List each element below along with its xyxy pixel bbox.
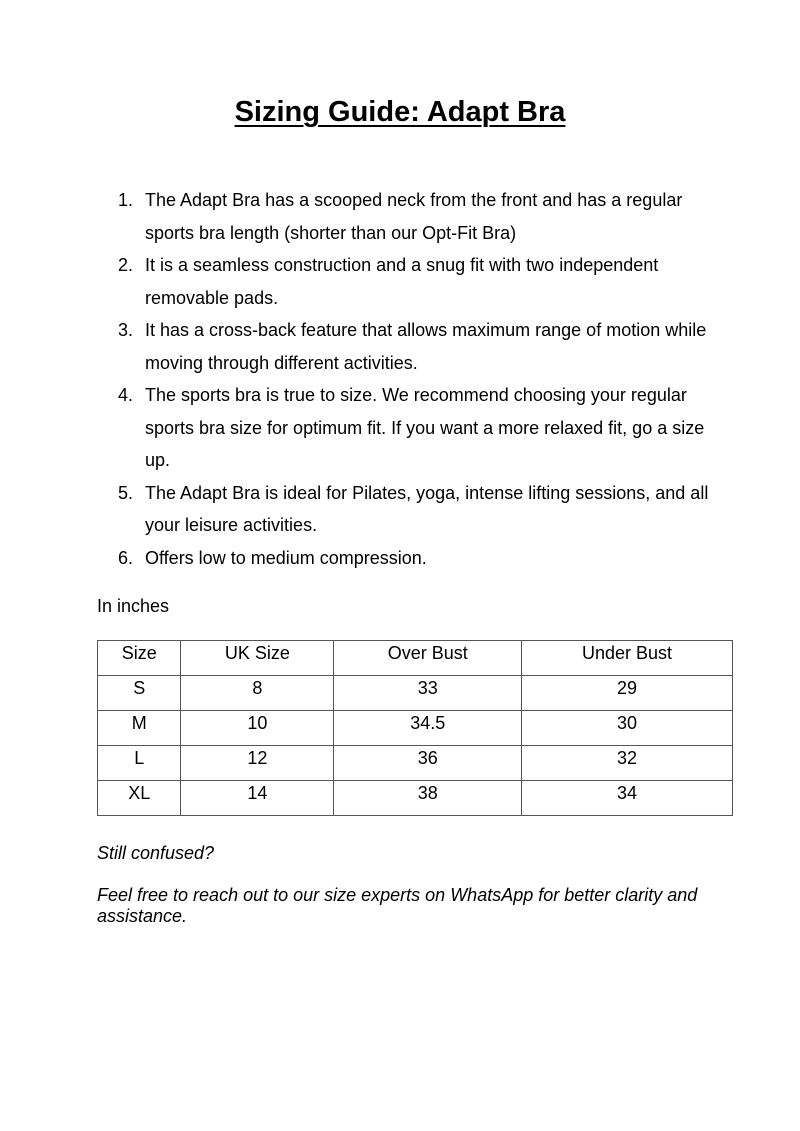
table-cell: 34.5 bbox=[334, 711, 522, 746]
item-text: The sports bra is true to size. We recommend choosing your regular sports bra size for optimum fit. If you want a more relaxed fit, go a size up. bbox=[145, 385, 705, 470]
column-header: UK Size bbox=[181, 641, 334, 676]
item-number: 2. bbox=[118, 255, 134, 275]
item-text: The Adapt Bra is ideal for Pilates, yoga, intense lifting sessions, and all your leisure activities. bbox=[145, 482, 709, 535]
column-header: Under Bust bbox=[522, 641, 733, 676]
column-header: Over Bust bbox=[334, 641, 522, 676]
table-cell: 30 bbox=[522, 711, 733, 746]
item-number: 4. bbox=[118, 385, 134, 405]
table-cell: 12 bbox=[181, 746, 334, 781]
item-text: It is a seamless construction and a snug fit with two independent removable pads. bbox=[145, 255, 659, 308]
table-cell: 33 bbox=[334, 676, 522, 711]
table-cell: 32 bbox=[522, 746, 733, 781]
item-number: 6. bbox=[118, 547, 134, 568]
page-title: Sizing Guide: Adapt Bra bbox=[234, 96, 566, 128]
feature-item bbox=[118, 314, 718, 379]
item-text: Offers low to medium compression. bbox=[145, 547, 427, 568]
table-row bbox=[98, 781, 733, 816]
table-cell: XL bbox=[98, 781, 181, 816]
feature-item bbox=[118, 249, 718, 314]
table-row bbox=[98, 676, 733, 711]
feature-item bbox=[118, 542, 718, 575]
item-number: 3. bbox=[118, 320, 134, 340]
table-row bbox=[98, 711, 733, 746]
units-label: In inches bbox=[97, 596, 170, 616]
feature-list bbox=[118, 184, 718, 574]
table-cell: 38 bbox=[334, 781, 522, 816]
table-header-row bbox=[98, 641, 733, 676]
table-row bbox=[98, 746, 733, 781]
table-cell: 34 bbox=[522, 781, 733, 816]
table-cell: 8 bbox=[181, 676, 334, 711]
item-number: 5. bbox=[118, 482, 134, 503]
table-cell: 10 bbox=[181, 711, 334, 746]
size-table bbox=[97, 640, 733, 816]
table-cell: S bbox=[98, 676, 181, 711]
table-cell: L bbox=[98, 746, 181, 781]
help-question: Still confused? bbox=[97, 843, 215, 863]
feature-item bbox=[118, 184, 718, 249]
item-text: The Adapt Bra has a scooped neck from the front and has a regular sports bra length (shorter than our Opt-Fit Bra) bbox=[145, 190, 683, 243]
feature-item bbox=[118, 379, 718, 477]
table-cell: 14 bbox=[181, 781, 334, 816]
item-number: 1. bbox=[118, 190, 134, 210]
help-message: Feel free to reach out to our size experts on WhatsApp for better clarity and assistance. bbox=[97, 885, 698, 926]
item-text: It has a cross-back feature that allows maximum range of motion while moving through different activities. bbox=[145, 320, 707, 373]
column-header: Size bbox=[98, 641, 181, 676]
table-cell: 36 bbox=[334, 746, 522, 781]
feature-item bbox=[118, 477, 718, 542]
table-cell: M bbox=[98, 711, 181, 746]
table-cell: 29 bbox=[522, 676, 733, 711]
